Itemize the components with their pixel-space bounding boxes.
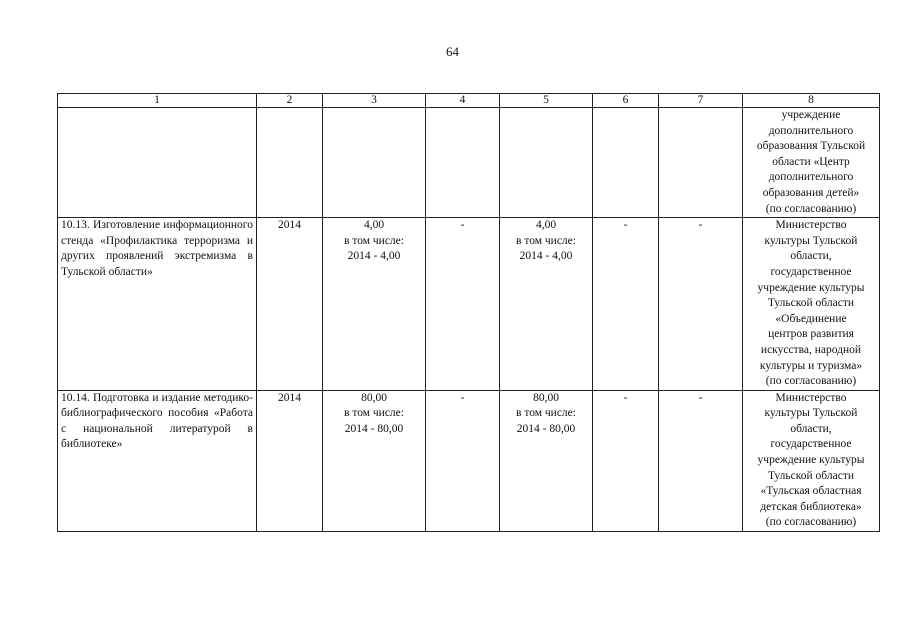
year-cell: 2014 bbox=[257, 218, 323, 391]
year-cell bbox=[257, 108, 323, 218]
executor-cell: учреждение дополнительного образования Тульской области «Центр дополнительного образования детей» (по согласованию) bbox=[743, 108, 880, 218]
measure-name-cell bbox=[58, 108, 257, 218]
program-measures-table bbox=[57, 93, 880, 532]
col7-cell: - bbox=[659, 390, 743, 531]
measure-name-cell: 10.14. Подготовка и издание методико-библиографического пособия «Работа с национальной литературой в библиотеке» bbox=[58, 390, 257, 531]
col4-cell bbox=[426, 108, 500, 218]
total-cell: 4,00 в том числе: 2014 - 4,00 bbox=[323, 218, 426, 391]
col-header-6: 6 bbox=[593, 94, 659, 108]
col-header-3: 3 bbox=[323, 94, 426, 108]
col6-cell: - bbox=[593, 390, 659, 531]
page-number: 64 bbox=[446, 44, 459, 59]
col7-cell bbox=[659, 108, 743, 218]
col-header-4: 4 bbox=[426, 94, 500, 108]
total-cell bbox=[323, 108, 426, 218]
header-row bbox=[58, 94, 880, 108]
col-header-7: 7 bbox=[659, 94, 743, 108]
year-cell: 2014 bbox=[257, 390, 323, 531]
col-header-1: 1 bbox=[58, 94, 257, 108]
total-cell: 80,00 в том числе: 2014 - 80,00 bbox=[323, 390, 426, 531]
col7-cell: - bbox=[659, 218, 743, 391]
col4-cell: - bbox=[426, 390, 500, 531]
col4-cell: - bbox=[426, 218, 500, 391]
measure-name-cell: 10.13. Изготовление информационного стенда «Профилактика терроризма и других проявлений экстремизма в Тульской области» bbox=[58, 218, 257, 391]
executor-cell: Министерство культуры Тульской области, государственное учреждение культуры Тульской области «Тульская областная детская библиотека» (по согласованию) bbox=[743, 390, 880, 531]
col5-cell bbox=[500, 108, 593, 218]
col-header-8: 8 bbox=[743, 94, 880, 108]
col-header-2: 2 bbox=[257, 94, 323, 108]
col5-cell: 80,00 в том числе: 2014 - 80,00 bbox=[500, 390, 593, 531]
col6-cell bbox=[593, 108, 659, 218]
col-header-5: 5 bbox=[500, 94, 593, 108]
executor-cell: Министерство культуры Тульской области, государственное учреждение культуры Тульской области «Объединение центров развития искусства, народной культуры и туризма» (по согласованию) bbox=[743, 218, 880, 391]
col6-cell: - bbox=[593, 218, 659, 391]
col5-cell: 4,00 в том числе: 2014 - 4,00 bbox=[500, 218, 593, 391]
table-row bbox=[58, 218, 880, 391]
table-row bbox=[58, 108, 880, 218]
table-row bbox=[58, 390, 880, 531]
